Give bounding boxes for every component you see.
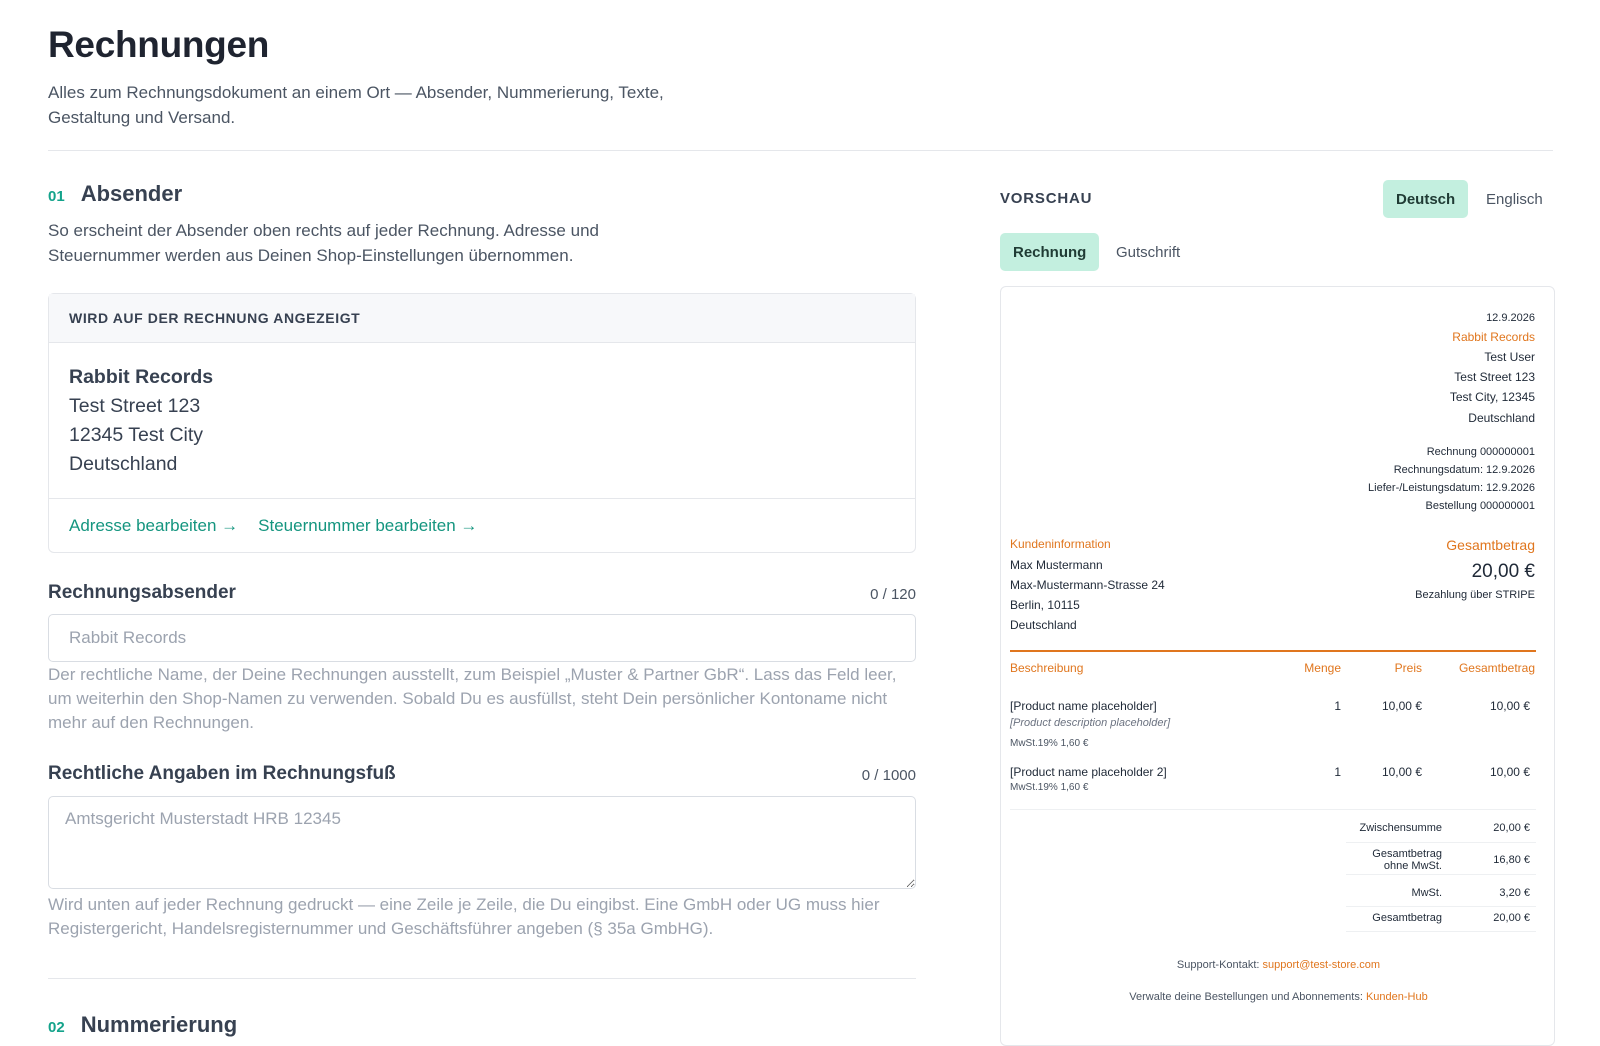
doc-type-toggle-gutschrift[interactable]: Gutschrift: [1103, 233, 1193, 271]
customer-name: Max Mustermann: [1010, 558, 1103, 572]
invoice-delivery-date: Liefer-/Leistungsdatum: 12.9.2026: [1368, 482, 1535, 494]
footer-field-help: Wird unten auf jeder Rechnung gedruckt — eine Zeile je Zeile, die Du eingibst. Eine GmbH oder UG muss hier Registergericht, Handelsregisternummer und Geschäftsführer angeben (§ 35a GmbHG).: [48, 895, 880, 938]
item-tax: MwSt.19% 1,60 €: [1010, 782, 1089, 793]
subtotal-value: 20,00 €: [1493, 822, 1530, 834]
invoice-sender-city: Test City, 12345: [1449, 390, 1535, 404]
column-quantity: Menge: [1304, 661, 1341, 675]
customer-street: Max-Mustermann-Strasse 24: [1010, 578, 1165, 592]
sender-card-header: WIRD AUF DER RECHNUNG ANGEZEIGT: [49, 294, 915, 343]
invoice-sender-name: Test User: [1484, 350, 1535, 364]
header-divider: [48, 150, 1553, 151]
customer-hub-link[interactable]: Kunden-Hub: [1365, 991, 1428, 1003]
doc-type-toggle-rechnung[interactable]: Rechnung: [1000, 233, 1099, 271]
page-subtitle: Alles zum Rechnungsdokument an einem Ort — Absender, Nummerierung, Texte, Gestaltung und Versand.: [48, 83, 664, 127]
column-description: Beschreibung: [1010, 661, 1084, 675]
invoice-date-line: Rechnungsdatum: 12.9.2026: [1393, 464, 1535, 476]
sender-address: [49, 343, 915, 499]
column-price: Preis: [1394, 661, 1422, 675]
grand-total-value: 20,00 €: [1493, 912, 1530, 924]
item-tax: MwSt.19% 1,60 €: [1010, 738, 1089, 749]
invoice-order-number: Bestellung 000000001: [1425, 500, 1535, 512]
page-title: Rechnungen: [48, 24, 270, 65]
tax-label: MwSt.: [1411, 887, 1442, 899]
section-description: So erscheint der Absender oben rechts auf jeder Rechnung. Adresse und Steuernummer werden aus Deinen Shop-Einstellungen übernommen.: [48, 221, 599, 265]
summary-rule: [1346, 906, 1536, 907]
legal-footer-textarea[interactable]: [48, 796, 916, 889]
grand-total-label: Gesamtbetrag: [1372, 912, 1442, 924]
table-top-rule: [1010, 650, 1536, 652]
customer-heading: Kundeninformation: [1010, 537, 1111, 551]
section-title: Absender: [80, 181, 183, 206]
sender-city: 12345 Test City: [69, 424, 204, 446]
total-heading: Gesamtbetrag: [1446, 537, 1535, 553]
customer-city: Berlin, 10115: [1010, 598, 1080, 612]
net-total-label-line2: ohne MwSt.: [1383, 860, 1442, 872]
support-contact: [1001, 959, 1556, 971]
section-header-nummerierung: [48, 1012, 237, 1038]
support-label: Support-Kontakt:: [1176, 959, 1260, 971]
invoice-preview: [1000, 286, 1555, 1046]
item-quantity: 1: [1334, 765, 1341, 779]
edit-tax-number-link[interactable]: Steuernummer bearbeiten →: [258, 516, 478, 535]
item-name: [Product name placeholder 2]: [1010, 765, 1167, 779]
invoice-company: Rabbit Records: [1452, 330, 1535, 344]
tax-value: 3,20 €: [1499, 887, 1530, 899]
item-description: [Product description placeholder]: [1010, 717, 1171, 729]
sender-field-label: Rechnungsabsender: [48, 582, 236, 603]
section-number: 01: [48, 188, 65, 205]
preview-label: VORSCHAU: [1000, 190, 1093, 207]
item-total: 10,00 €: [1489, 699, 1530, 713]
total-amount: 20,00 €: [1471, 561, 1535, 582]
net-total-value: 16,80 €: [1493, 854, 1530, 866]
sender-card: [48, 293, 916, 553]
subtotal-label: Zwischensumme: [1359, 822, 1442, 834]
section-divider: [48, 978, 916, 979]
sender-country: Deutschland: [69, 453, 178, 475]
footer-field-label: Rechtliche Angaben im Rechnungsfuß: [48, 763, 396, 784]
footer-field-counter: 0 / 1000: [861, 767, 916, 784]
invoice-sender-street: Test Street 123: [1454, 370, 1535, 384]
invoice-number: Rechnung 000000001: [1426, 446, 1535, 458]
invoice-date: 12.9.2026: [1486, 312, 1535, 324]
customer-hub: [1001, 991, 1556, 1003]
net-total-label-line1: Gesamtbetrag: [1372, 848, 1442, 860]
items-bottom-rule: [1010, 809, 1536, 810]
summary-rule: [1346, 842, 1536, 843]
support-email-link[interactable]: support@test-store.com: [1262, 959, 1381, 971]
sender-field-counter: 0 / 120: [870, 586, 916, 603]
sender-field-help: Der rechtliche Name, der Deine Rechnungen ausstellt, zum Beispiel „Muster & Partner GbR“. Lass das Feld leer, um weiterhin den Shop-Namen zu verwenden. Sobald Du es ausfüllst, steht Dein persönlicher Kontoname nicht mehr auf den Rechnungen.: [48, 665, 897, 732]
item-total: 10,00 €: [1489, 765, 1530, 779]
section-title: Nummerierung: [80, 1012, 238, 1037]
item-quantity: 1: [1334, 699, 1341, 713]
customer-hub-label: Verwalte deine Bestellungen und Abonnements:: [1129, 991, 1363, 1003]
language-toggle-englisch[interactable]: Englisch: [1473, 180, 1556, 218]
net-total-label: [1372, 848, 1442, 872]
section-number: 02: [48, 1019, 65, 1036]
payment-method: Bezahlung über STRIPE: [1415, 589, 1535, 601]
sender-name: Rabbit Records: [69, 366, 214, 388]
language-toggle-deutsch[interactable]: Deutsch: [1383, 180, 1468, 218]
item-price: 10,00 €: [1381, 699, 1422, 713]
summary-rule: [1346, 874, 1536, 875]
sender-street: Test Street 123: [69, 395, 201, 417]
sender-card-actions: [49, 499, 915, 553]
edit-address-link[interactable]: Adresse bearbeiten →: [69, 516, 239, 535]
summary-rule: [1346, 931, 1536, 932]
column-total: Gesamtbetrag: [1458, 661, 1535, 675]
section-header-absender: [48, 181, 182, 207]
invoice-sender-country: Deutschland: [1468, 411, 1535, 425]
sender-input[interactable]: [48, 614, 916, 662]
item-name: [Product name placeholder]: [1010, 699, 1157, 713]
item-price: 10,00 €: [1381, 765, 1422, 779]
customer-country: Deutschland: [1010, 618, 1077, 632]
